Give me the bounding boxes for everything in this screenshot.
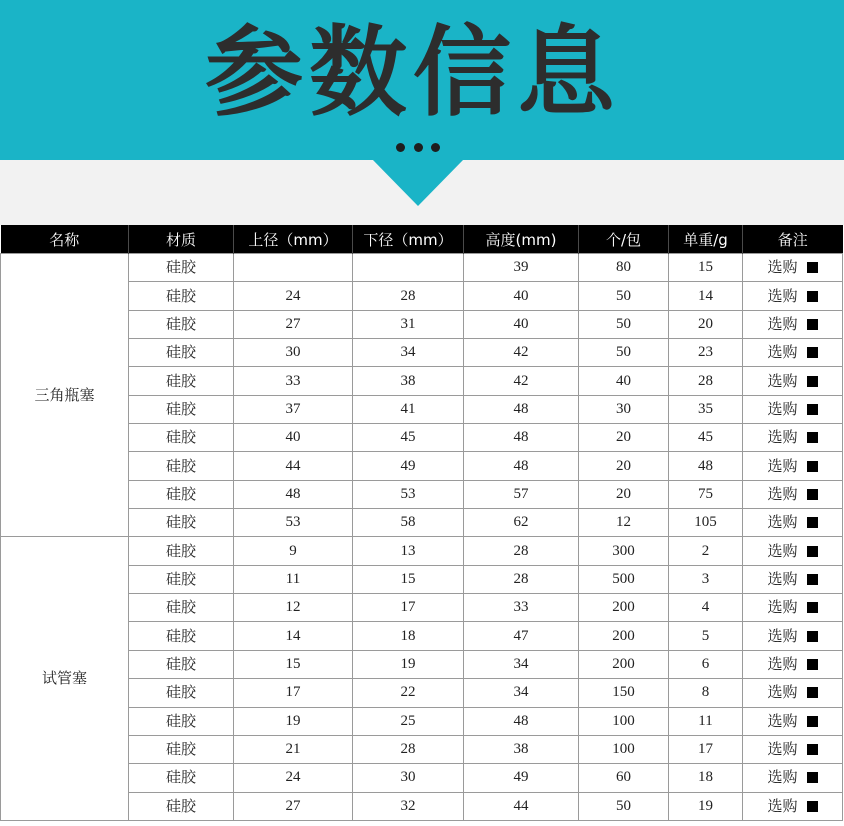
- square-icon: [807, 631, 818, 642]
- group-name-cell: 试管塞: [1, 537, 129, 820]
- unit-weight-cell: 23: [669, 339, 743, 367]
- bottom-diameter-cell: 53: [353, 480, 464, 508]
- height-cell: 49: [464, 764, 579, 792]
- note-label: 选购: [767, 314, 798, 333]
- note-content: [767, 515, 817, 530]
- height-cell: 48: [464, 707, 579, 735]
- note-cell: [743, 254, 843, 282]
- per-pack-cell: 200: [579, 650, 669, 678]
- material-cell: 硅胶: [129, 735, 234, 763]
- table-body: [1, 254, 843, 821]
- top-diameter-cell: 40: [234, 424, 353, 452]
- material-cell: 硅胶: [129, 282, 234, 310]
- note-label: 选购: [767, 399, 798, 418]
- table-row: [1, 537, 843, 565]
- material-cell: 硅胶: [129, 537, 234, 565]
- note-content: [767, 711, 817, 730]
- bottom-diameter-cell: 41: [353, 395, 464, 423]
- unit-weight-cell: 3: [669, 565, 743, 593]
- unit-weight-cell: 45: [669, 424, 743, 452]
- unit-weight-cell: 75: [669, 480, 743, 508]
- square-icon: [807, 602, 818, 613]
- per-pack-cell: 20: [579, 452, 669, 480]
- square-icon: [807, 291, 818, 302]
- material-cell: 硅胶: [129, 452, 234, 480]
- per-pack-cell: 12: [579, 509, 669, 537]
- bottom-diameter-cell: 58: [353, 509, 464, 537]
- per-pack-cell: 20: [579, 424, 669, 452]
- top-diameter-cell: 12: [234, 594, 353, 622]
- note-label: 选购: [767, 569, 798, 588]
- top-diameter-cell: 11: [234, 565, 353, 593]
- header-unit-weight: 单重/g: [669, 225, 743, 254]
- height-cell: 38: [464, 735, 579, 763]
- bottom-diameter-cell: 17: [353, 594, 464, 622]
- per-pack-cell: 40: [579, 367, 669, 395]
- note-label: 选购: [767, 343, 798, 362]
- note-content: [767, 770, 817, 785]
- per-pack-cell: 100: [579, 735, 669, 763]
- bottom-diameter-cell: 45: [353, 424, 464, 452]
- square-icon: [807, 546, 818, 557]
- height-cell: 28: [464, 565, 579, 593]
- note-label: 选购: [767, 541, 798, 560]
- header-per-pack: 个/包: [579, 225, 669, 254]
- note-cell: [743, 452, 843, 480]
- height-cell: 34: [464, 679, 579, 707]
- per-pack-cell: 80: [579, 254, 669, 282]
- header-bottom-diameter: 下径（mm）: [353, 225, 464, 254]
- top-diameter-cell: 24: [234, 282, 353, 310]
- note-content: [767, 314, 817, 333]
- unit-weight-cell: 5: [669, 622, 743, 650]
- bottom-diameter-cell: [353, 254, 464, 282]
- height-cell: 40: [464, 310, 579, 338]
- square-icon: [807, 461, 818, 472]
- per-pack-cell: 150: [579, 679, 669, 707]
- note-cell: [743, 622, 843, 650]
- material-cell: 硅胶: [129, 679, 234, 707]
- note-cell: [743, 594, 843, 622]
- note-content: [767, 371, 817, 390]
- unit-weight-cell: 11: [669, 707, 743, 735]
- note-content: [767, 626, 817, 645]
- per-pack-cell: 500: [579, 565, 669, 593]
- note-content: [767, 430, 817, 445]
- height-cell: 47: [464, 622, 579, 650]
- material-cell: 硅胶: [129, 310, 234, 338]
- height-cell: 44: [464, 792, 579, 820]
- square-icon: [807, 319, 818, 330]
- unit-weight-cell: 2: [669, 537, 743, 565]
- unit-weight-cell: 18: [669, 764, 743, 792]
- title-banner: [0, 0, 844, 160]
- unit-weight-cell: 20: [669, 310, 743, 338]
- unit-weight-cell: 35: [669, 395, 743, 423]
- note-cell: [743, 764, 843, 792]
- note-cell: [743, 707, 843, 735]
- height-cell: 42: [464, 339, 579, 367]
- height-cell: 48: [464, 452, 579, 480]
- bottom-diameter-cell: 34: [353, 339, 464, 367]
- top-diameter-cell: 24: [234, 764, 353, 792]
- note-label: 选购: [767, 428, 798, 447]
- unit-weight-cell: 17: [669, 735, 743, 763]
- note-content: [767, 399, 817, 418]
- square-icon: [807, 347, 818, 358]
- material-cell: 硅胶: [129, 480, 234, 508]
- note-content: [767, 685, 817, 700]
- top-diameter-cell: [234, 254, 353, 282]
- note-label: 选购: [767, 683, 798, 702]
- note-label: 选购: [767, 286, 798, 305]
- unit-weight-cell: 15: [669, 254, 743, 282]
- per-pack-cell: 50: [579, 339, 669, 367]
- per-pack-cell: 50: [579, 282, 669, 310]
- note-content: [767, 345, 817, 360]
- top-diameter-cell: 33: [234, 367, 353, 395]
- note-label: 选购: [767, 484, 798, 503]
- note-content: [767, 796, 817, 815]
- square-icon: [807, 574, 818, 585]
- height-cell: 28: [464, 537, 579, 565]
- note-label: 选购: [767, 654, 798, 673]
- per-pack-cell: 50: [579, 792, 669, 820]
- material-cell: 硅胶: [129, 764, 234, 792]
- material-cell: 硅胶: [129, 622, 234, 650]
- note-content: [767, 600, 817, 615]
- material-cell: 硅胶: [129, 792, 234, 820]
- dot-icon: [414, 143, 423, 152]
- per-pack-cell: 100: [579, 707, 669, 735]
- material-cell: 硅胶: [129, 339, 234, 367]
- note-content: [767, 541, 817, 560]
- group-name-cell: 三角瓶塞: [1, 254, 129, 537]
- top-diameter-cell: 19: [234, 707, 353, 735]
- unit-weight-cell: 48: [669, 452, 743, 480]
- header-top-diameter: 上径（mm）: [234, 225, 353, 254]
- square-icon: [807, 744, 818, 755]
- square-icon: [807, 687, 818, 698]
- note-cell: [743, 424, 843, 452]
- height-cell: 39: [464, 254, 579, 282]
- note-label: 选购: [767, 598, 798, 617]
- per-pack-cell: 300: [579, 537, 669, 565]
- note-cell: [743, 537, 843, 565]
- top-diameter-cell: 14: [234, 622, 353, 650]
- material-cell: 硅胶: [129, 565, 234, 593]
- note-cell: [743, 565, 843, 593]
- note-label: 选购: [767, 768, 798, 787]
- note-label: 选购: [767, 796, 798, 815]
- material-cell: 硅胶: [129, 424, 234, 452]
- top-diameter-cell: 48: [234, 480, 353, 508]
- square-icon: [807, 716, 818, 727]
- square-icon: [807, 262, 818, 273]
- material-cell: 硅胶: [129, 509, 234, 537]
- note-cell: [743, 367, 843, 395]
- note-cell: [743, 480, 843, 508]
- bottom-diameter-cell: 15: [353, 565, 464, 593]
- top-diameter-cell: 37: [234, 395, 353, 423]
- top-diameter-cell: 44: [234, 452, 353, 480]
- unit-weight-cell: 28: [669, 367, 743, 395]
- top-diameter-cell: 27: [234, 310, 353, 338]
- dot-icon: [396, 143, 405, 152]
- top-diameter-cell: 17: [234, 679, 353, 707]
- header-note: 备注: [743, 225, 843, 254]
- material-cell: 硅胶: [129, 254, 234, 282]
- note-label: 选购: [767, 456, 798, 475]
- dots-decoration: [396, 143, 440, 152]
- material-cell: 硅胶: [129, 707, 234, 735]
- header-height: 高度(mm): [464, 225, 579, 254]
- per-pack-cell: 50: [579, 310, 669, 338]
- material-cell: 硅胶: [129, 594, 234, 622]
- bottom-diameter-cell: 19: [353, 650, 464, 678]
- bottom-diameter-cell: 31: [353, 310, 464, 338]
- unit-weight-cell: 105: [669, 509, 743, 537]
- top-diameter-cell: 21: [234, 735, 353, 763]
- header-name: 名称: [1, 225, 129, 254]
- note-label: 选购: [767, 740, 798, 759]
- material-cell: 硅胶: [129, 395, 234, 423]
- unit-weight-cell: 14: [669, 282, 743, 310]
- bottom-diameter-cell: 32: [353, 792, 464, 820]
- unit-weight-cell: 8: [669, 679, 743, 707]
- header-material: 材质: [129, 225, 234, 254]
- height-cell: 42: [464, 367, 579, 395]
- note-content: [767, 260, 817, 275]
- note-cell: [743, 395, 843, 423]
- note-cell: [743, 310, 843, 338]
- bottom-diameter-cell: 28: [353, 735, 464, 763]
- table-header-row: [1, 225, 843, 254]
- height-cell: 57: [464, 480, 579, 508]
- bottom-diameter-cell: 28: [353, 282, 464, 310]
- note-label: 选购: [767, 371, 798, 390]
- note-content: [767, 654, 817, 673]
- per-pack-cell: 30: [579, 395, 669, 423]
- square-icon: [807, 432, 818, 443]
- material-cell: 硅胶: [129, 367, 234, 395]
- note-content: [767, 286, 817, 305]
- material-cell: 硅胶: [129, 650, 234, 678]
- note-cell: [743, 339, 843, 367]
- per-pack-cell: 200: [579, 594, 669, 622]
- square-icon: [807, 517, 818, 528]
- note-label: 选购: [767, 513, 798, 532]
- note-content: [767, 484, 817, 503]
- square-icon: [807, 376, 818, 387]
- top-diameter-cell: 27: [234, 792, 353, 820]
- top-diameter-cell: 15: [234, 650, 353, 678]
- bottom-diameter-cell: 18: [353, 622, 464, 650]
- height-cell: 62: [464, 509, 579, 537]
- bottom-diameter-cell: 22: [353, 679, 464, 707]
- note-cell: [743, 792, 843, 820]
- unit-weight-cell: 19: [669, 792, 743, 820]
- note-cell: [743, 735, 843, 763]
- bottom-diameter-cell: 38: [353, 367, 464, 395]
- per-pack-cell: 20: [579, 480, 669, 508]
- height-cell: 40: [464, 282, 579, 310]
- note-cell: [743, 509, 843, 537]
- bottom-diameter-cell: 49: [353, 452, 464, 480]
- note-label: 选购: [767, 626, 798, 645]
- note-cell: [743, 282, 843, 310]
- square-icon: [807, 489, 818, 500]
- page-title: 参数信息: [204, 16, 621, 130]
- note-content: [767, 456, 817, 475]
- note-label: 选购: [767, 258, 798, 277]
- top-diameter-cell: 30: [234, 339, 353, 367]
- note-content: [767, 569, 817, 588]
- bottom-diameter-cell: 30: [353, 764, 464, 792]
- height-cell: 48: [464, 424, 579, 452]
- square-icon: [807, 801, 818, 812]
- unit-weight-cell: 6: [669, 650, 743, 678]
- spec-table: [0, 225, 843, 821]
- per-pack-cell: 60: [579, 764, 669, 792]
- top-diameter-cell: 9: [234, 537, 353, 565]
- square-icon: [807, 404, 818, 415]
- top-diameter-cell: 53: [234, 509, 353, 537]
- per-pack-cell: 200: [579, 622, 669, 650]
- bottom-diameter-cell: 25: [353, 707, 464, 735]
- square-icon: [807, 659, 818, 670]
- note-cell: [743, 679, 843, 707]
- table-row: [1, 254, 843, 282]
- dot-icon: [431, 143, 440, 152]
- bottom-diameter-cell: 13: [353, 537, 464, 565]
- note-content: [767, 742, 817, 757]
- height-cell: 34: [464, 650, 579, 678]
- square-icon: [807, 772, 818, 783]
- height-cell: 33: [464, 594, 579, 622]
- unit-weight-cell: 4: [669, 594, 743, 622]
- note-cell: [743, 650, 843, 678]
- note-label: 选购: [767, 711, 798, 730]
- height-cell: 48: [464, 395, 579, 423]
